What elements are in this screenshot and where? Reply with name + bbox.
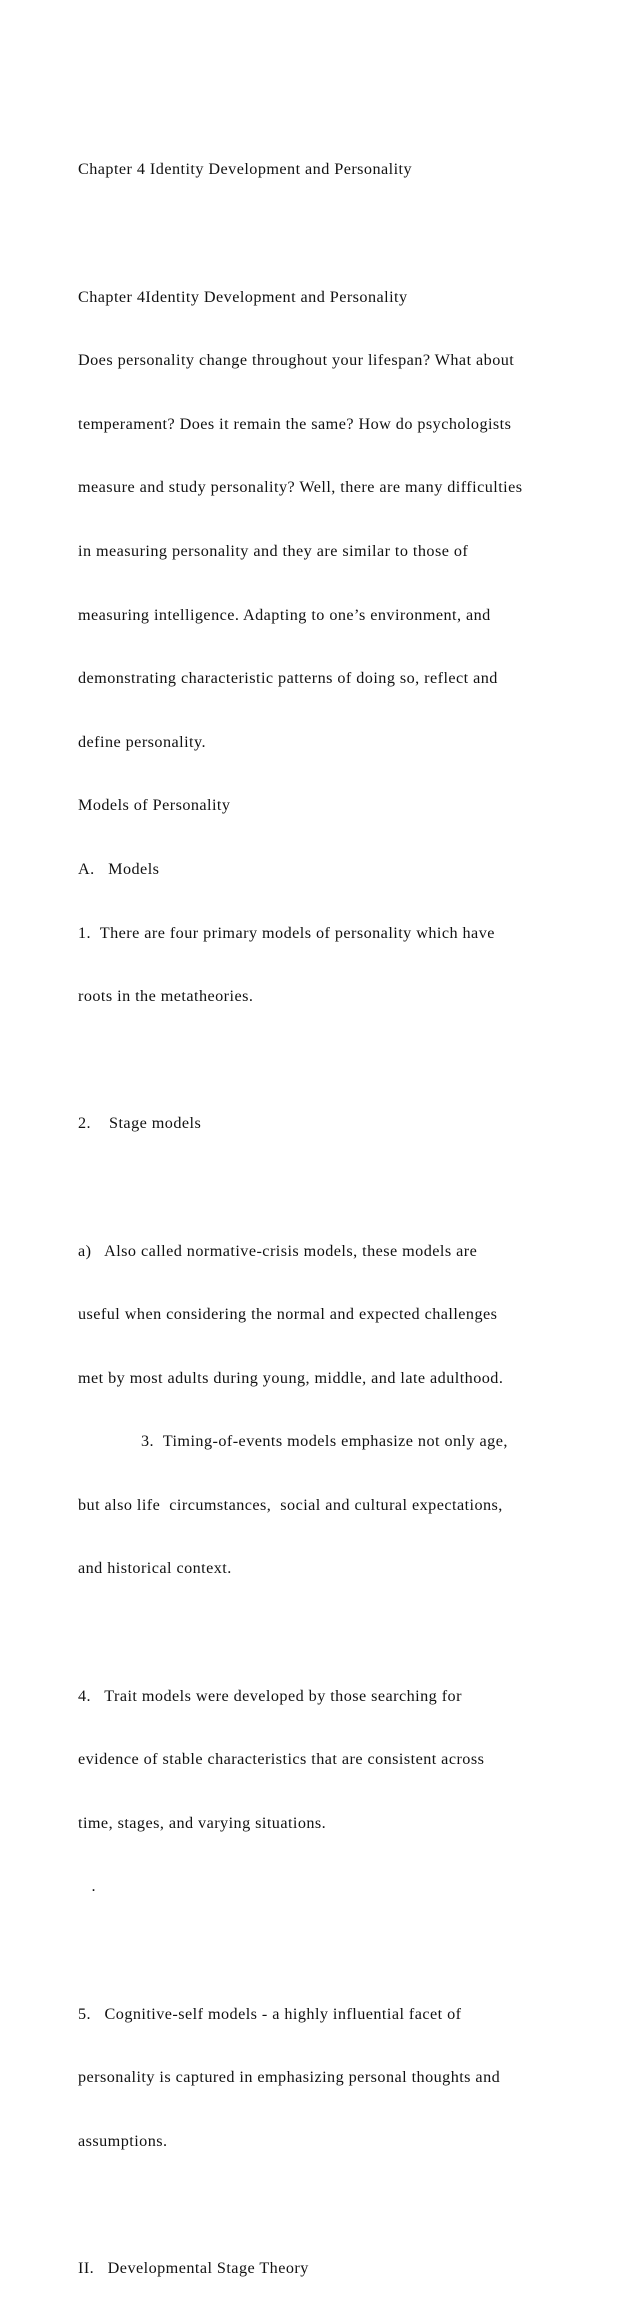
- chapter-title: Chapter 4 Identity Development and Personality: [78, 160, 413, 179]
- paragraph-line: but also life circumstances, social and cultural expectations,: [78, 1495, 503, 1514]
- outline-item-5: 5. Cognitive-self models - a highly influential facet of: [78, 2004, 462, 2023]
- blank-line: [78, 1177, 618, 1198]
- paragraph-line: roots in the metatheories.: [78, 987, 254, 1006]
- paragraph-line: measure and study personality? Well, there are many difficulties: [78, 478, 523, 497]
- outline-item-3: 3. Timing-of-events models emphasize not only age,: [78, 1432, 508, 1451]
- paragraph-line: temperament? Does it remain the same? How do psychologists: [78, 414, 512, 433]
- paragraph-line: assumptions.: [78, 2131, 168, 2150]
- paragraph-line: met by most adults during young, middle, and late adulthood.: [78, 1368, 504, 1387]
- blank-line: [78, 1622, 618, 1643]
- document-body: [78, 117, 618, 2322]
- paragraph-line: demonstrating characteristic patterns of doing so, reflect and: [78, 669, 498, 688]
- blank-line: [78, 223, 618, 244]
- section-heading: Chapter 4Identity Development and Personality: [78, 287, 408, 306]
- models-heading: Models of Personality: [78, 796, 231, 815]
- outline-item-a: A. Models: [78, 859, 160, 878]
- paragraph-line: measuring intelligence. Adapting to one’s environment, and: [78, 605, 491, 624]
- outline-item-1: 1. There are four primary models of personality which have: [78, 923, 495, 942]
- outline-item-4: 4. Trait models were developed by those searching for: [78, 1686, 462, 1705]
- blank-line: [78, 2194, 618, 2215]
- paragraph-line: evidence of stable characteristics that are consistent across: [78, 1750, 485, 1769]
- blank-line: [78, 1050, 618, 1071]
- blank-line: [78, 1940, 618, 1961]
- stray-period-line: .: [78, 1877, 96, 1896]
- outline-item-2: 2. Stage models: [78, 1114, 202, 1133]
- paragraph-line: define personality.: [78, 732, 206, 751]
- paragraph-line: in measuring personality and they are similar to those of: [78, 541, 469, 560]
- paragraph-line: personality is captured in emphasizing personal thoughts and: [78, 2068, 501, 2087]
- outline-item-a-sub: a) Also called normative-crisis models, these models are: [78, 1241, 478, 1260]
- paragraph-line: useful when considering the normal and expected challenges: [78, 1305, 498, 1324]
- paragraph-line: time, stages, and varying situations.: [78, 1813, 327, 1832]
- paragraph-line: Does personality change throughout your lifespan? What about: [78, 351, 515, 370]
- section-heading-ii: II. Developmental Stage Theory: [78, 2259, 309, 2277]
- paragraph-line: and historical context.: [78, 1559, 232, 1578]
